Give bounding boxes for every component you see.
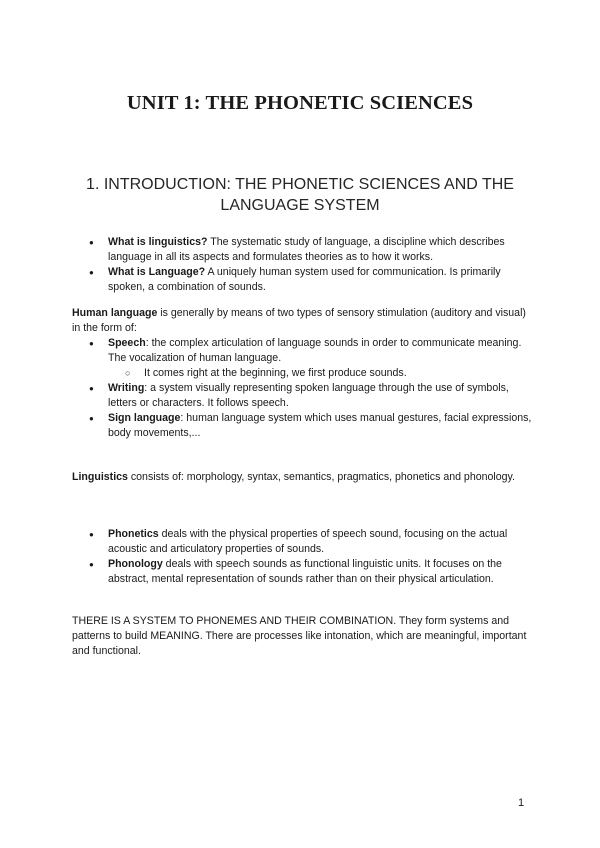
linguistics-paragraph (72, 470, 534, 485)
paragraph-term: Human language (72, 307, 158, 319)
sub-list-item: ○ It comes right at the beginning, we first produce sounds. (108, 366, 534, 381)
list-item-term: Sign language (108, 412, 181, 424)
paragraph-text: is generally by means of two types of sensory stimulation (auditory and visual) in the form of: (72, 307, 526, 334)
list-item (72, 411, 534, 441)
list-item (72, 557, 534, 587)
list-item (72, 336, 534, 381)
list-item-text: : human language system which uses manual gestures, facial expressions, body movements,... (108, 412, 532, 439)
list-item-text: A uniquely human system used for communication. Is primarily spoken, a combination of sounds. (108, 266, 501, 293)
system-paragraph: THERE IS A SYSTEM TO PHONEMES AND THEIR COMBINATION. They form systems and patterns to build MEANING. There are processes like intonation, which are meaningful, important and functional. (72, 615, 527, 657)
section-heading: 1. INTRODUCTION: THE PHONETIC SCIENCES AND THE LANGUAGE SYSTEM (86, 176, 514, 214)
list-item-term: What is linguistics? (108, 236, 208, 248)
list-item-term: Writing (108, 382, 145, 394)
list-item-text: deals with speech sounds as functional linguistic units. It focuses on the abstract, mental representation of sounds rather than on their physical articulation. (108, 558, 502, 585)
list-item (72, 381, 534, 411)
list-item-term: What is Language? (108, 266, 206, 278)
paragraph-term: Linguistics (72, 471, 128, 483)
paragraph-text: consists of: morphology, syntax, semantics, pragmatics, phonetics and phonology. (127, 471, 515, 483)
forms-list (72, 336, 534, 441)
intro-list (72, 235, 534, 295)
list-item-text: : the complex articulation of language sounds in order to communicate meaning. The vocalization of human language. (108, 337, 522, 364)
page-title: UNIT 1: THE PHONETIC SCIENCES (126, 92, 474, 114)
list-item (72, 235, 534, 265)
branches-list (72, 527, 534, 587)
list-item-text: The systematic study of language, a discipline which describes language in all its aspects and formulates theories as to how it works. (108, 236, 505, 263)
list-item (72, 265, 534, 295)
human-language-paragraph (72, 306, 534, 336)
list-item-term: Speech (108, 337, 146, 349)
list-item-text: deals with the physical properties of speech sound, focusing on the actual acoustic and articulatory properties of sounds. (108, 528, 508, 555)
list-item (72, 527, 534, 557)
list-item-text: : a system visually representing spoken language through the use of symbols, letters or characters. It follows speech. (108, 382, 509, 409)
page-number: 1 (518, 797, 525, 809)
list-item-term: Phonetics (108, 528, 159, 540)
list-item-term: Phonology (108, 558, 163, 570)
sub-list (108, 366, 534, 381)
